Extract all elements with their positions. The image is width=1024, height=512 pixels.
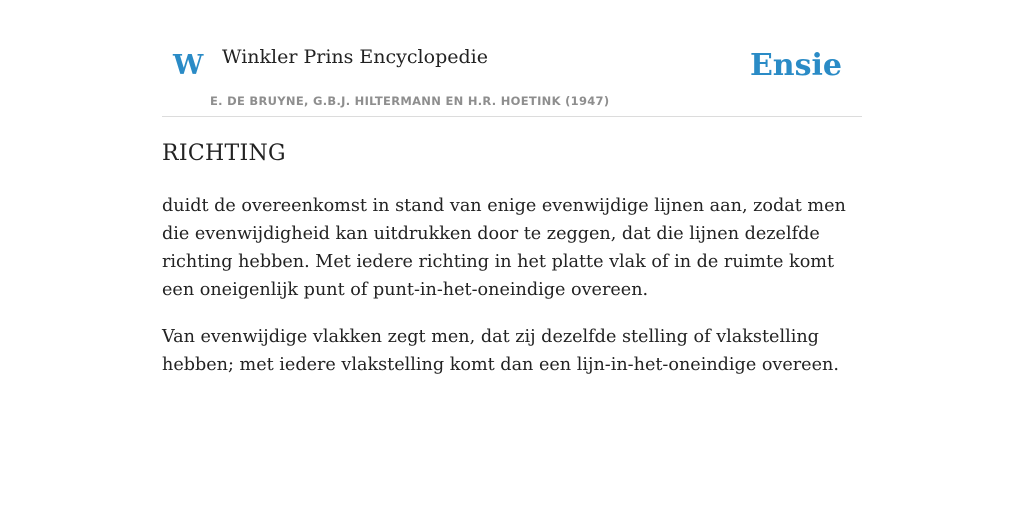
source-logo[interactable]: W — [173, 50, 204, 81]
article-term: RICHTING — [162, 141, 286, 166]
article-paragraph: Van evenwijdige vlakken zegt men, dat zij dezelfde stelling of vlakstelling hebben; met iedere vlakstelling komt dan een lijn-in-het-oneindige overeen. — [162, 327, 839, 375]
article-paragraph: duidt de overeenkomst in stand van enige evenwijdige lijnen aan, zodat men die evenwijdigheid kan uitdrukken door te zeggen, dat die lijnen dezelfde richting hebben. Met iedere richting in het platte vlak of in de ruimte komt een oneigenlijk punt of punt-in-het-oneindige overeen. — [162, 196, 846, 300]
source-authors: E. DE BRUYNE, G.B.J. HILTERMANN EN H.R. HOETINK (1947) — [210, 94, 610, 108]
header — [162, 0, 862, 117]
page — [162, 0, 862, 375]
source-title[interactable]: Winkler Prins Encyclopedie — [222, 46, 488, 68]
article-body — [162, 192, 862, 398]
brand-logo[interactable]: Ensie — [749, 48, 842, 83]
